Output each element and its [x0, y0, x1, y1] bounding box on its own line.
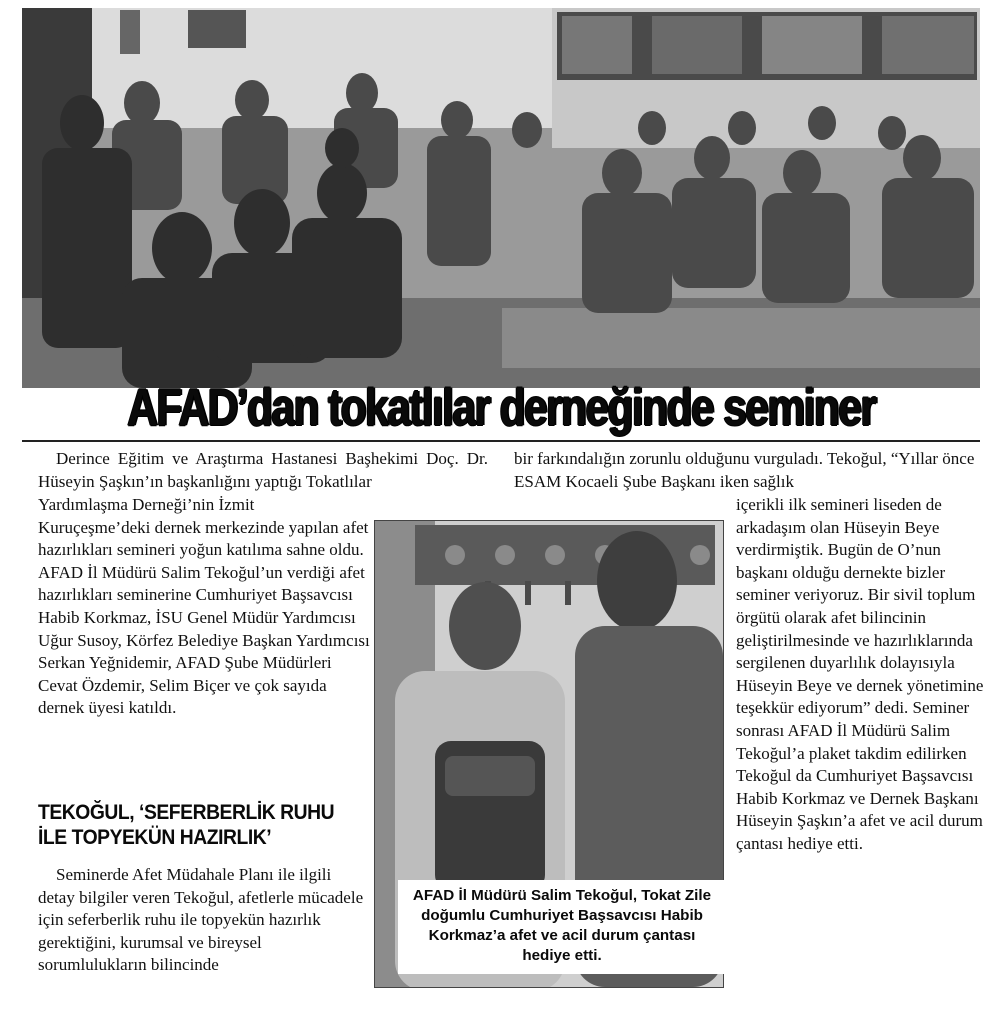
- article-body-column-1: Yardımlaşma Derneği’nin İzmit Kuruçeşme’deki dernek merkezinde yapılan afet hazırlıkları semineri yoğun katılıma sahne oldu. AFAD İl Müdürü Salim Tekoğul’un verdiği afet hazırlıkları seminerine Cumhuriyet Başsavcısı Habib Korkmaz, İSU Genel Müdür Yardımcısı Uğur Susoy, Körfez Belediye Başkan Yardımcısı Serkan Yeğnidemir, AFAD Şube Müdürleri Cevat Özdemir, Selim Biçer ve çok sayıda dernek üyesi katıldı.: [38, 495, 370, 718]
- seminar-photo: [22, 8, 980, 388]
- headline-divider: [22, 440, 980, 442]
- headline: AFAD’dan tokatlılar derneğinde seminer: [126, 379, 876, 437]
- article-body-column-2-top: bir farkındalığın zorunlu olduğunu vurguladı. Tekoğul, “Yıllar önce ESAM Kocaeli Şube Başkanı iken sağlık: [514, 449, 975, 491]
- photo-caption: AFAD İl Müdürü Salim Tekoğul, Tokat Zile doğumlu Cumhuriyet Başsavcısı Habib Korkmaz’a afet ve acil durum çantası hediye etti.: [398, 880, 726, 974]
- seminar-photo-graphic: [22, 8, 980, 388]
- article-body-column-2: içerikli ilk semineri liseden de arkadaşım olan Hüseyin Beye verdirmiştik. Bugün de O’nun başkanı olduğu dernekte bizler seminer veriyoruz. Bir sivil toplum örgütü olarak afet bilincinin geliştirilmesinde ve hazırlıklarında sergilenen duyarlılık dolayısıyla Hüseyin Beye ve dernek yönetimine teşekkür ediyorum” dedi. Seminer sonrası AFAD İl Müdürü Salim Tekoğul’a plaket takdim edilirken Tekoğul da Cumhuriyet Başsavcısı Habib Korkmaz ve Dernek Başkanı Hüseyin Şaşkın’a afet ve acil durum çantası hediye etti.: [736, 495, 984, 853]
- article-intro: Derince Eğitim ve Araştırma Hastanesi Başhekimi Doç. Dr. Hüseyin Şaşkın’ın başkanlığını yaptığı Tokatlılar: [38, 449, 488, 491]
- article-body-column-1-continued: Seminerde Afet Müdahale Planı ile ilgili detay bilgiler veren Tekoğul, afetlerle mücadele için seferberlik ruhu ile topyekün hazırlık gerektiğini, kurumsal ve bireysel sorumlulukların bilincinde: [38, 865, 364, 975]
- subheading: TEKOĞUL, ‘SEFERBERLİK RUHU İLE TOPYEKÜN HAZIRLIK’: [38, 801, 335, 849]
